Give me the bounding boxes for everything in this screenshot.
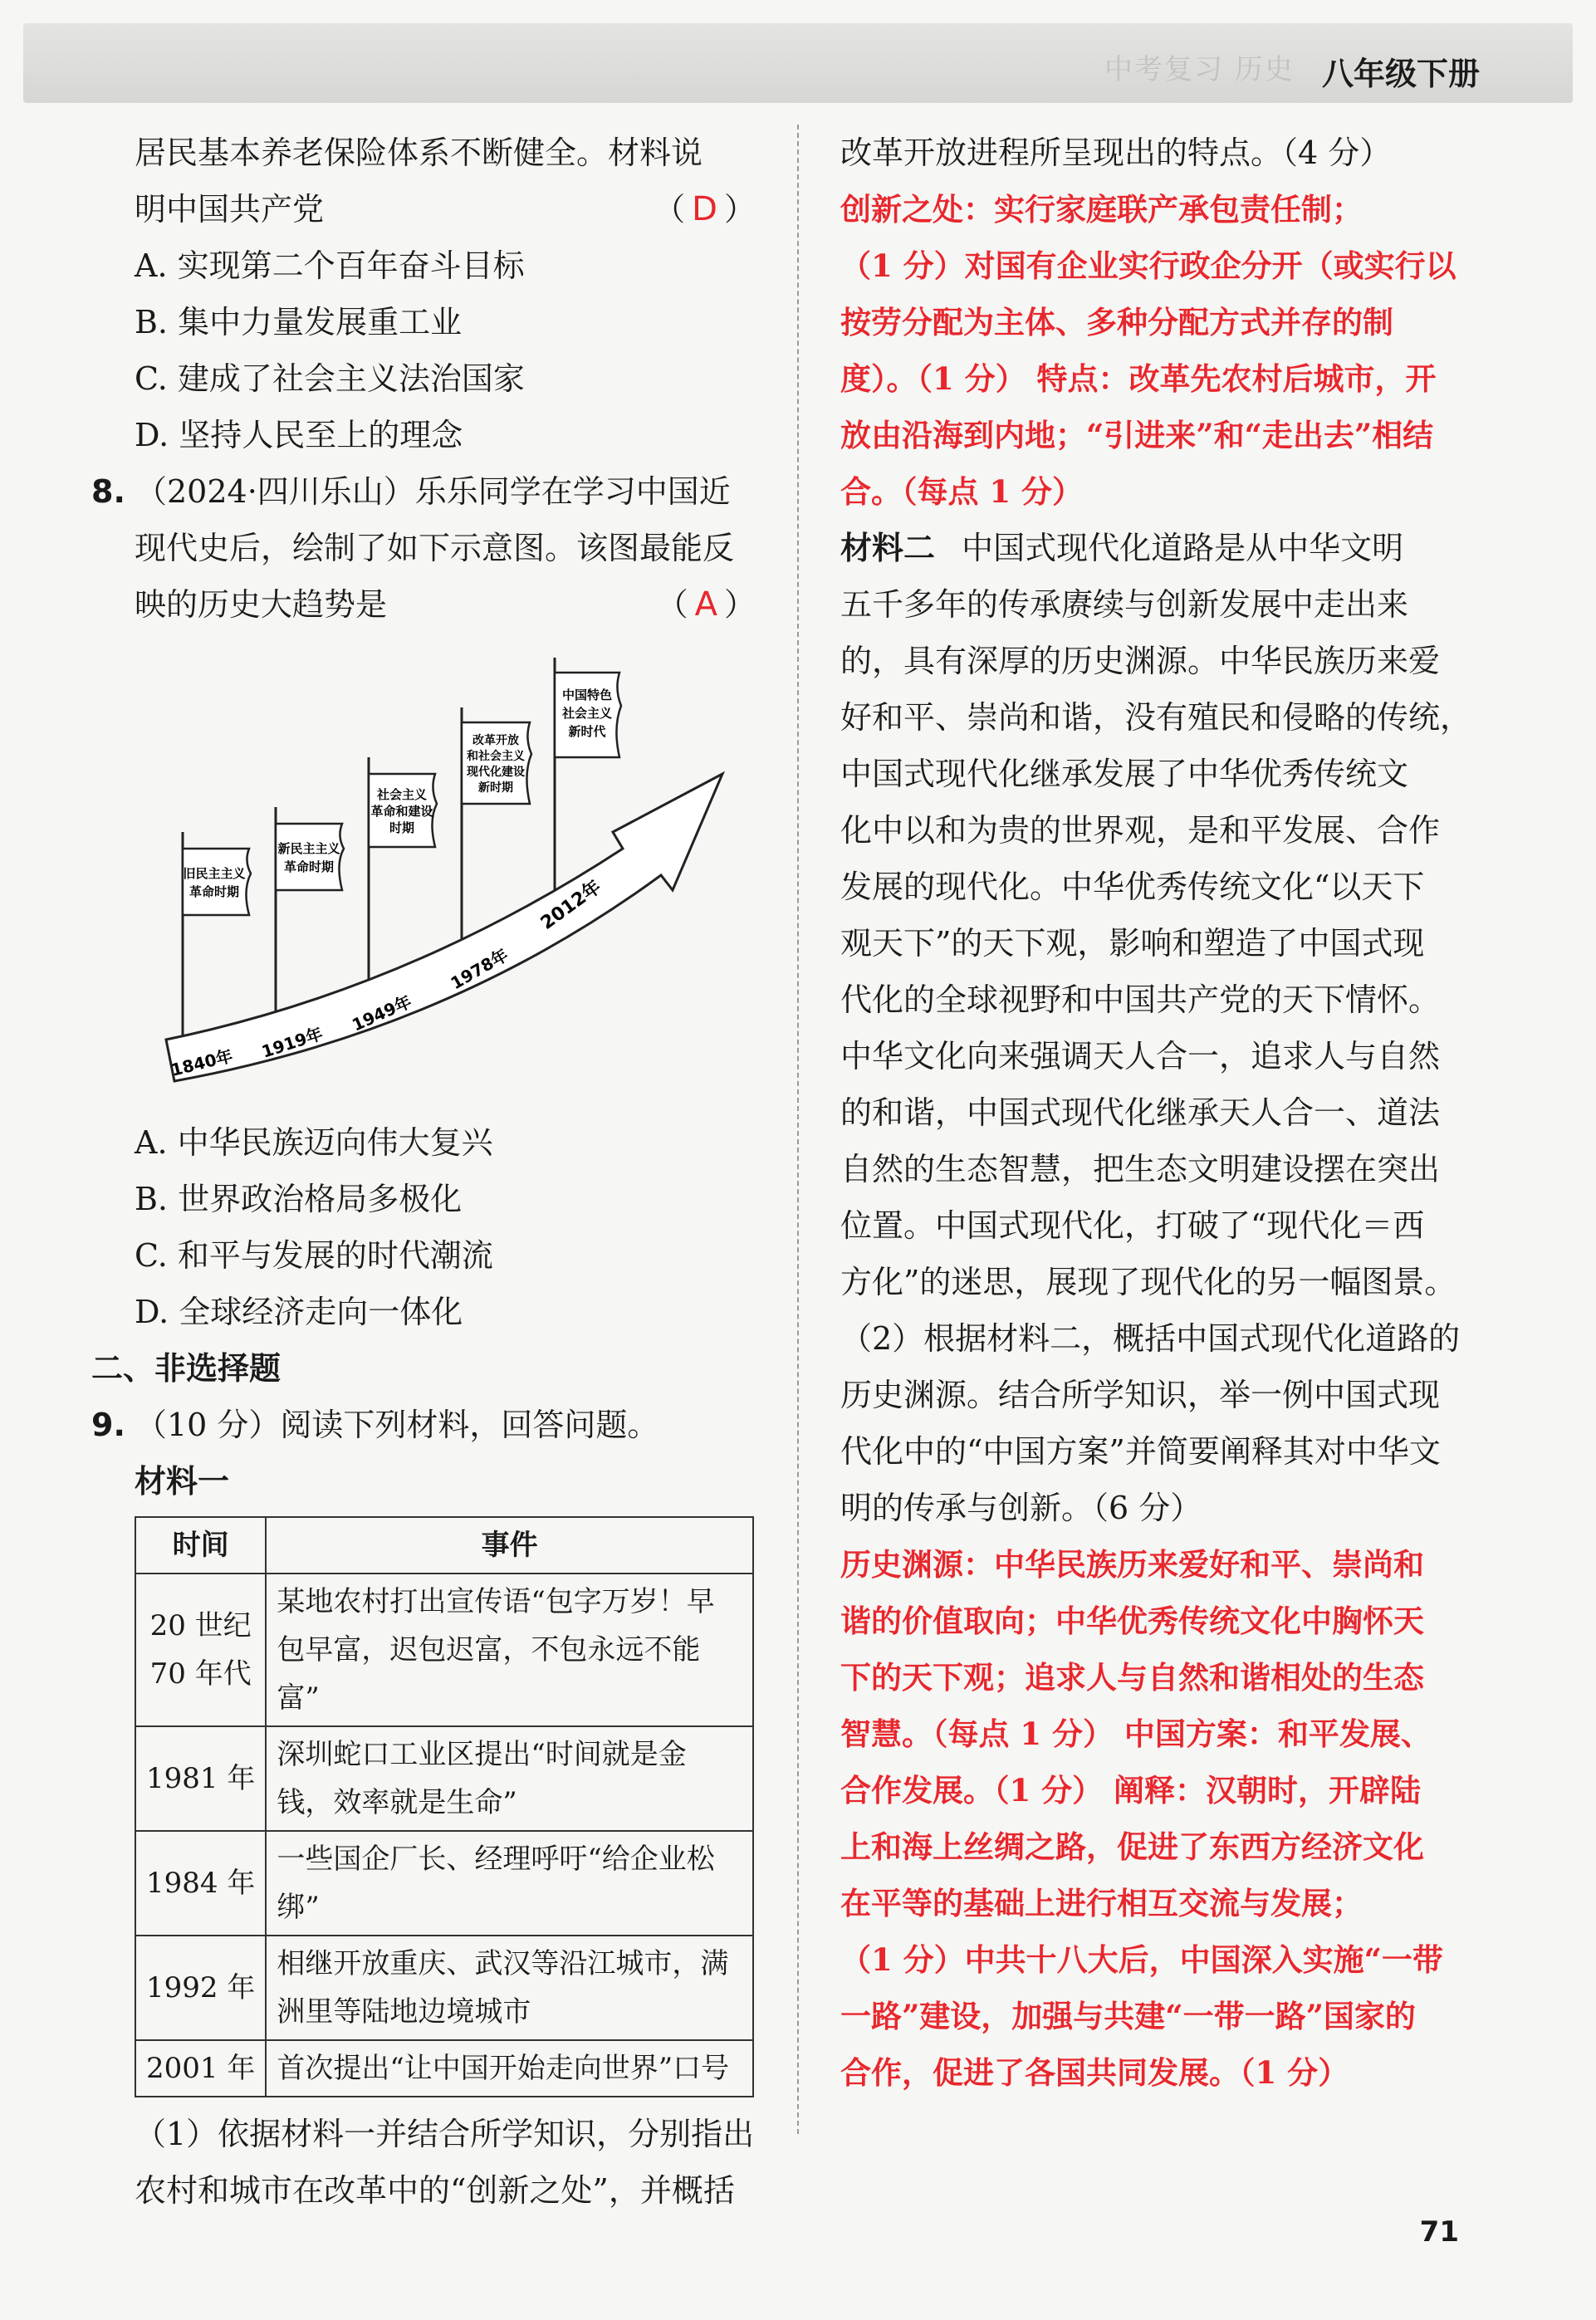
material-1-label: 材料一 [135, 1463, 230, 1500]
table-cell-event: 首次提出“让中国开始走向世界”口号 [266, 2040, 753, 2097]
q9-sub2-line: 代化中的“中国方案”并简要阐释其对中华文 [840, 1433, 1441, 1470]
answer-1-line: 放由沿海到内地；“引进来”和“走出去”相结 [840, 417, 1434, 453]
header-faded-text: 中考复习 历史 [1104, 53, 1295, 86]
table-cell-event: 某地农村打出宣传语“包字万岁！早包早富，迟包迟富，不包永远不能富” [266, 1574, 753, 1726]
table-cell-time: 1984 年 [135, 1831, 266, 1936]
flag-5-line-3: 新时代 [568, 724, 606, 739]
answer-2-line: 谐的价值取向；中华优秀传统文化中胸怀天 [840, 1603, 1424, 1639]
answer-2-line: 合作发展。（1 分） 阐释：汉朝时，开辟陆 [840, 1772, 1422, 1809]
q9-stem-text: （10 分）阅读下列材料，回答问题。 [135, 1407, 659, 1443]
flag-2-line-2: 革命时期 [283, 859, 335, 874]
material-2-line: 发展的现代化。中华优秀传统文化“以天下 [840, 869, 1425, 905]
q8-answer-bracket: （ A ） [656, 585, 756, 624]
left-column [91, 125, 756, 2219]
question-9 [91, 1397, 756, 2219]
q8-stem-line-2: 现代史后，绘制了如下示意图。该图最能反 [135, 530, 735, 566]
q8-option-c: C. 和平与发展的时代潮流 [135, 1237, 493, 1274]
material-2-line: 中华文化向来强调天人合一，追求人与自然 [840, 1038, 1441, 1074]
q7-answer: D [692, 190, 717, 228]
flag-3-line-3: 时期 [389, 820, 415, 835]
q9-sub1-line-2: 农村和城市在改革中的“创新之处”，并概括 [135, 2172, 735, 2209]
table-cell-time: 1981 年 [135, 1726, 266, 1831]
answer-2-line: （1 分）中共十八大后，中国深入实施“一带 [840, 1941, 1443, 1978]
material-2-text: 中国式现代化道路是从中华文明 [962, 530, 1404, 566]
q9-sub2 [840, 1310, 1478, 1536]
table-header-event: 事件 [266, 1517, 753, 1574]
page-number: 71 [1419, 2215, 1459, 2249]
material-2-line: 中国式现代化继承发展了中华优秀传统文 [840, 756, 1409, 792]
answer-1 [840, 181, 1478, 520]
q7-option-a: A. 实现第二个百年奋斗目标 [135, 247, 525, 284]
year-label-1919: 1919年 [259, 1023, 326, 1062]
material-2-line: 化中以和为贵的世界观，是和平发展、合作 [840, 812, 1441, 849]
answer-2-line: 下的天下观；追求人与自然和谐相处的生态 [840, 1659, 1424, 1696]
material-2-label: 材料二 [840, 530, 936, 566]
q7-stem-text: 明中国共产党 [135, 191, 325, 228]
q9-number: 9. [91, 1407, 125, 1443]
table-cell-time: 1992 年 [135, 1936, 266, 2040]
right-column [840, 125, 1478, 2101]
q8-stem-text-3: 映的历史大趋势是 [135, 586, 388, 623]
material-1-table [135, 1516, 754, 2097]
material-2-line: 好和平、崇尚和谐，没有殖民和侵略的传统， [840, 699, 1472, 736]
answer-1-line: （1 分）对国有企业实行政企分开（或实行以 [840, 247, 1456, 284]
answer-1-line: 度）。（1 分） 特点：改革先农村后城市，开 [840, 360, 1437, 397]
table-header-row [135, 1517, 753, 1574]
material-2-line: 代化的全球视野和中国共产党的天下情怀。 [840, 981, 1441, 1018]
q9-sub1-line-1: （1）依据材料一并结合所学知识，分别指出 [135, 2116, 755, 2152]
material-2-line: 五千多年的传承赓续与创新发展中走出来 [840, 586, 1409, 623]
answer-2-line: 历史渊源：中华民族历来爱好和平、崇尚和 [840, 1546, 1424, 1583]
q9-sub1-continued: 改革开放进程所呈现出的特点。（4 分） [840, 135, 1392, 171]
answer-2-line: 合作，促进了各国共同发展。（1 分） [840, 2054, 1349, 2091]
q7-stem-line-2 [91, 181, 756, 237]
table-cell-event: 深圳蛇口工业区提出“时间就是金钱，效率就是生命” [266, 1726, 753, 1831]
q7-option-b: B. 集中力量发展重工业 [135, 304, 463, 340]
q8-stem-text-1: （2024·四川乐山）乐乐同学在学习中国近 [135, 473, 731, 510]
flag-3-line-2: 革命和建设 [370, 804, 433, 819]
answer-2-line: 上和海上丝绸之路，促进了东西方经济文化 [840, 1828, 1424, 1865]
q9-sub2-line: （2）根据材料二，概括中国式现代化道路的 [840, 1320, 1461, 1357]
table-cell-time: 2001 年 [135, 2040, 266, 2097]
column-divider [797, 125, 799, 2134]
q8-answer: A [694, 585, 717, 624]
q8-stem-line-1 [91, 463, 756, 520]
flag-4 [462, 707, 531, 940]
q8-option-a: A. 中华民族迈向伟大复兴 [135, 1124, 493, 1161]
flag-1-line-1: 旧民主主义 [183, 866, 246, 881]
answer-1-line: 按劳分配为主体、多种分配方式并存的制 [840, 304, 1393, 340]
flag-4-line-3: 现代化建设 [467, 766, 525, 779]
q8-option-d: D. 全球经济走向一体化 [135, 1294, 463, 1330]
table-row [135, 2040, 753, 2097]
answer-1-line: 合。（每点 1 分） [840, 473, 1084, 510]
table-row [135, 1936, 753, 2040]
q7-option-d: D. 坚持人民至上的理念 [135, 417, 463, 453]
material-2-line: 的和谐，中国式现代化继承天人合一、道法 [840, 1094, 1441, 1131]
q9-stem [91, 1397, 756, 1453]
table-header-time: 时间 [135, 1517, 266, 1574]
flag-3-line-1: 社会主义 [376, 787, 428, 802]
flag-5-line-2: 社会主义 [561, 706, 613, 721]
question-7 [91, 125, 756, 463]
q9-sub2-line: 明的传承与创新。（6 分） [840, 1490, 1202, 1526]
year-label-1949: 1949年 [349, 991, 415, 1035]
flag-1-line-2: 革命时期 [188, 884, 240, 899]
material-2 [840, 520, 1478, 1310]
flag-4-line-2: 和社会主义 [467, 750, 525, 763]
flag-2-line-1: 新民主主义 [277, 841, 340, 856]
q8-option-b: B. 世界政治格局多极化 [135, 1181, 463, 1217]
table-cell-event: 相继开放重庆、武汉等沿江城市，满洲里等陆地边境城市 [266, 1936, 753, 2040]
header-title: 八年级下册 [1321, 56, 1480, 92]
material-2-first-line [840, 520, 1478, 576]
material-2-line: 自然的生态智慧，把生态文明建设摆在突出 [840, 1151, 1441, 1187]
q9-sub2-line: 历史渊源。结合所学知识，举一例中国式现 [840, 1377, 1441, 1413]
answer-2 [840, 1536, 1478, 2101]
table-row [135, 1831, 753, 1936]
flag-5-line-1: 中国特色 [561, 688, 613, 702]
section-title-non-choice: 二、非选择题 [91, 1350, 282, 1387]
table-row [135, 1726, 753, 1831]
history-stairs-diagram [158, 641, 756, 1106]
question-8 [91, 463, 756, 1340]
material-2-line: 方化”的迷思，展现了现代化的另一幅图景。 [840, 1264, 1456, 1300]
year-label-1978: 1978年 [447, 944, 512, 994]
year-label-2012: 2012年 [536, 876, 605, 934]
flag-4-line-4: 新时期 [478, 781, 513, 795]
q8-number: 8. [91, 473, 125, 510]
q8-stem-line-3 [91, 576, 756, 633]
answer-2-line: 智慧。（每点 1 分） 中国方案：和平发展、 [840, 1716, 1432, 1752]
q7-answer-bracket: （ D ） [654, 190, 756, 228]
diagram-svg [158, 641, 756, 1106]
table-row [135, 1574, 753, 1726]
q7-stem-line-1: 居民基本养老保险体系不断健全。材料说 [135, 135, 703, 171]
answer-1-line: 创新之处：实行家庭联产承包责任制； [840, 191, 1363, 228]
table-cell-time: 20 世纪 70 年代 [135, 1574, 266, 1726]
material-2-line: 的，具有深厚的历史渊源。中华民族历来爱 [840, 643, 1441, 679]
flag-4-line-1: 改革开放 [472, 734, 519, 747]
material-2-line: 位置。中国式现代化，打破了“现代化＝西 [840, 1207, 1425, 1244]
answer-2-line: 一路”建设，加强与共建“一带一路”国家的 [840, 1998, 1416, 2034]
q7-option-c: C. 建成了社会主义法治国家 [135, 360, 525, 397]
material-2-line: 观天下”的天下观，影响和塑造了中国式现 [840, 925, 1425, 962]
trend-arrow [166, 774, 722, 1081]
table-cell-event: 一些国企厂长、经理呼吁“给企业松绑” [266, 1831, 753, 1936]
answer-2-line: 在平等的基础上进行相互交流与发展； [840, 1885, 1363, 1921]
year-label-1840: 1840年 [169, 1045, 235, 1080]
